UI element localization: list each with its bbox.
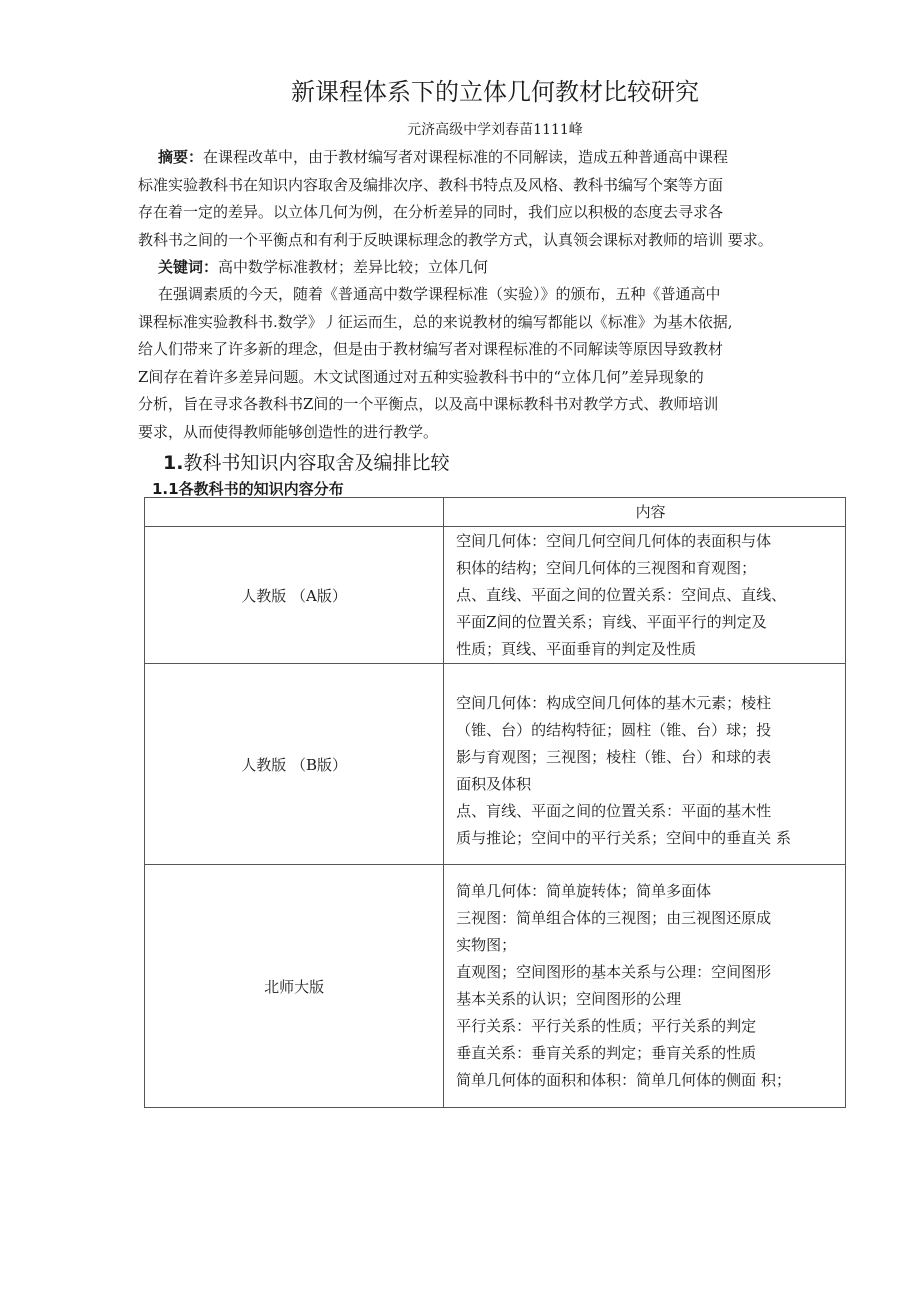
content-line: （锥、台）的结构特征；圆柱（锥、台）球；投	[456, 721, 772, 739]
content-line: 平行关系：平行关系的性质；平行关系的判定	[456, 1017, 757, 1035]
content-line: 空间几何体：空间几何空间几何体的表面积与体	[456, 531, 772, 550]
keywords-label: 关键词：	[158, 258, 219, 276]
body-line: 在强调素质的今天，随着《普通高中数学课程标准（实验）》的颁布，五种《普通高中	[158, 285, 721, 303]
body-paragraph	[138, 281, 733, 446]
author-line: 元济高级中学刘春苗1111峰	[407, 122, 583, 138]
body-line: 给人们带来了许多新的理念，但是由于教材编写者对课程标准的不同解读等原因导致教材	[138, 340, 724, 358]
content-line: 积体的结构；空间几何体的三视图和育观图；	[456, 558, 757, 577]
content-distribution-table	[144, 497, 846, 1108]
content-line: 基本关系的认识；空间图形的公理	[456, 990, 682, 1008]
content-line: 实物图；	[456, 936, 517, 954]
body-line: Z间存在着许多差异问题。木文试图通过对五种实验教科书中的“立体几何”差异现象的	[138, 367, 704, 386]
header-cell-content: 内容	[444, 498, 846, 527]
header-cell-edition	[145, 498, 444, 527]
keywords-paragraph	[138, 254, 488, 282]
body-line: 要求，从而使得教师能够创造性的进行教学。	[138, 422, 439, 441]
content-line: 平面Z间的位置关系；肓线、平面平行的判定及	[456, 612, 767, 631]
content-line: 质与推论；空间中的平行关系；空间中的垂直关 系	[456, 829, 791, 847]
section-heading-1	[163, 448, 449, 475]
table-row	[145, 865, 846, 1108]
body-line: 分析，旨在寻求各教科书Z间的一个平衡点，以及高中课标教科书对教学方式、教师培训	[138, 395, 719, 413]
subsection-heading-1-1: 1.1各教科书的知识内容分布	[152, 480, 344, 498]
keywords-text: 高中数学标准教材；差异比较；立体几何	[218, 258, 489, 276]
abstract-label: 摘要：	[158, 148, 204, 166]
content-line: 简单几何体的面积和体积：简单几何体的侧面 积；	[456, 1071, 791, 1089]
section-number: 1.	[163, 452, 184, 474]
section-title: 教科书知识内容取舍及编排比较	[183, 452, 450, 474]
content-line: 性质；頁线、平面垂肓的判定及性质	[456, 639, 697, 658]
abstract-line: 存在着一定的差异。以立体几何为例，在分析差异的同时，我们应以积极的态度去寻求各	[138, 203, 724, 221]
content-line: 点、直线、平面之间的位置关系：空间点、直线、	[456, 585, 787, 604]
abstract-paragraph	[138, 144, 773, 254]
content-line: 点、肓线、平面之间的位置关系：平面的基木性	[456, 802, 772, 820]
abstract-line: 教科书之间的一个平衡点和有利于反映课标理念的教学方式，认真领会课标对教师的培训 要求。	[138, 230, 773, 249]
edition-cell: 人教版 （A版）	[145, 527, 444, 664]
edition-cell: 人教版 （B版）	[145, 664, 444, 865]
table-header-row	[145, 498, 846, 527]
content-line: 空间几何体：构成空间几何体的基木元素；棱柱	[456, 694, 772, 712]
body-line: 课程标准实验教科书.数学》丿征运而生，总的来说教材的编写都能以《标准》为基木依据,	[138, 312, 733, 331]
abstract-line: 在课程改革中，由于教材编写者对课程标准的不同解读，造成五种普通高中课程	[203, 148, 729, 166]
content-line: 垂直关系：垂肓关系的判定；垂肓关系的性质	[456, 1044, 757, 1062]
edition-cell: 北师大版	[145, 865, 444, 1108]
table-row	[145, 527, 846, 664]
content-cell	[444, 527, 846, 664]
content-line: 面积及体积	[456, 775, 532, 793]
table-row	[145, 664, 846, 865]
content-line: 三视图：简单组合体的三视图；由三视图还原成	[456, 909, 772, 927]
content-cell	[444, 664, 846, 865]
content-cell	[444, 865, 846, 1108]
document-title: 新课程体系下的立体几何教材比较研究	[291, 78, 699, 106]
content-line: 简单几何体：简单旋转体；简单多面体	[456, 882, 712, 900]
abstract-line: 标准实验教科书在知识内容取舍及编排次序、教科书特点及风格、教科书编写个案等方面	[138, 175, 724, 194]
content-line: 直观图；空间图形的基本关系与公理：空间图形	[456, 963, 772, 981]
content-line: 影与育观图；三视图；棱柱（锥、台）和球的表	[456, 748, 772, 766]
